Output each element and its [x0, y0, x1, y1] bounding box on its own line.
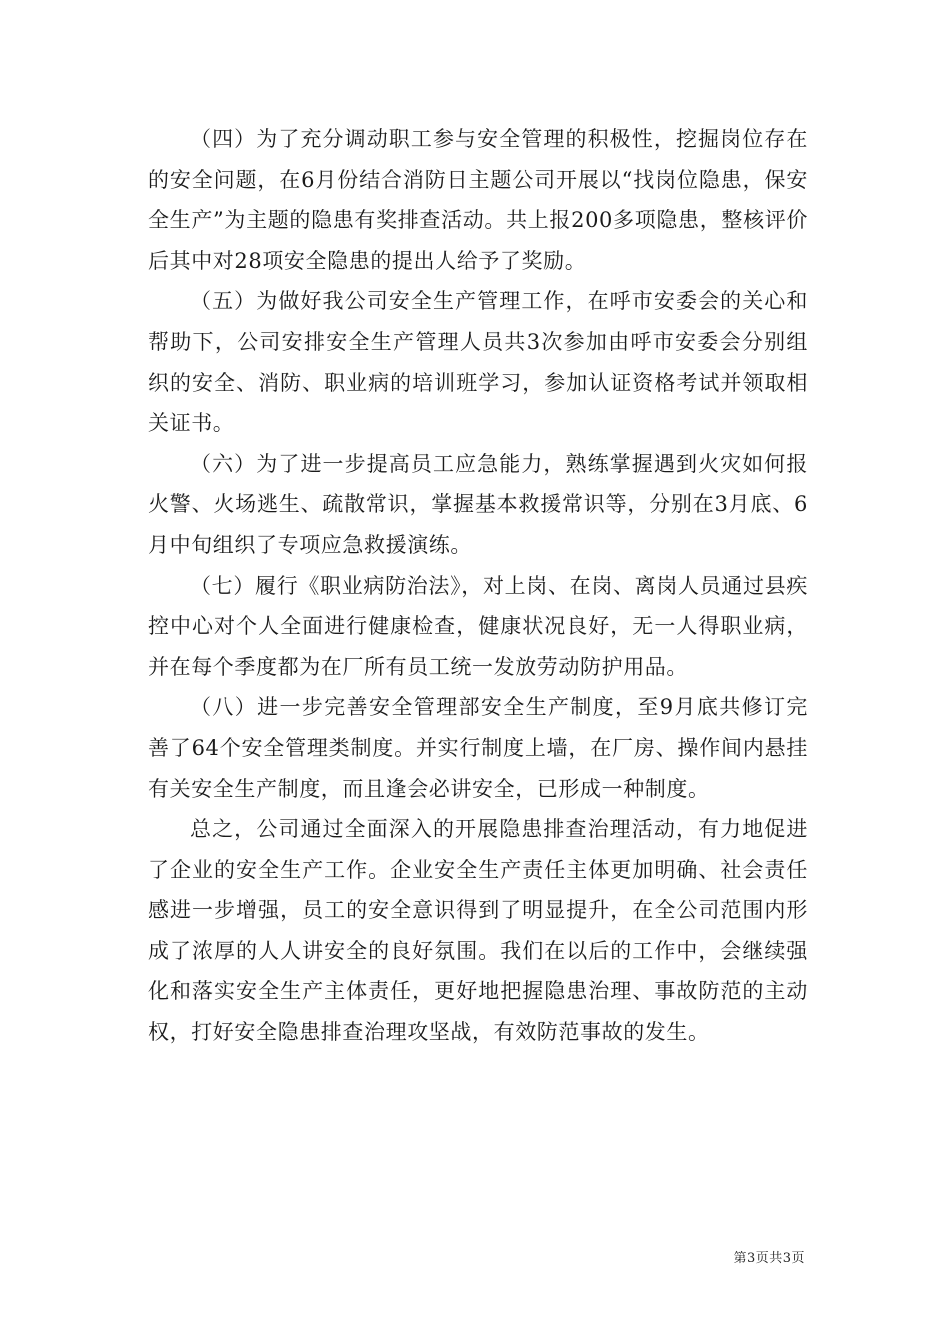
paragraph-7: （七）履行《职业病防治法》，对上岗、在岗、离岗人员通过县疾控中心对个人全面进行健康检查，健康状况良好，无一人得职业病，并在每个季度都为在厂所有员工统一发放劳动防护用品。 — [148, 573, 808, 679]
paragraph-summary: 总之，公司通过全面深入的开展隐患排查治理活动，有力地促进了企业的安全生产工作。企业安全生产责任主体更加明确、社会责任感进一步增强，员工的安全意识得到了明显提升，在全公司范围内形成了浓厚的人人讲安全的良好氛围。我们在以后的工作中，会继续强化和落实安全生产主体责任，更好地把握隐患治理、事故防范的主动权，打好安全隐患排查治理攻坚战，有效防范事故的发生。 — [148, 817, 808, 1045]
document-body — [148, 119, 808, 1053]
paragraph-8: （八）进一步完善安全管理部安全生产制度，至9月底共修订完善了64个安全管理类制度。并实行制度上墙，在厂房、操作间内悬挂有关安全生产制度，而且逢会必讲安全，已形成一种制度。 — [148, 695, 808, 801]
paragraph-5: （五）为做好我公司安全生产管理工作，在呼市安委会的关心和帮助下，公司安排安全生产管理人员共3次参加由呼市安委会分别组织的安全、消防、职业病的培训班学习，参加认证资格考试并领取相关证书。 — [148, 289, 808, 436]
page-number: 第3页共3页 — [733, 1251, 805, 1266]
paragraph-6: （六）为了进一步提高员工应急能力，熟练掌握遇到火灾如何报火警、火场逃生、疏散常识，掌握基本救援常识等，分别在3月底、6月中旬组织了专项应急救援演练。 — [148, 451, 808, 557]
paragraph-4: （四）为了充分调动职工参与安全管理的积极性，挖掘岗位存在的安全问题，在6月份结合消防日主题公司开展以“找岗位隐患，保安全生产”为主题的隐患有奖排查活动。共上报200多项隐患，整核评价后其中对28项安全隐患的提出人给予了奖励。 — [148, 127, 808, 273]
